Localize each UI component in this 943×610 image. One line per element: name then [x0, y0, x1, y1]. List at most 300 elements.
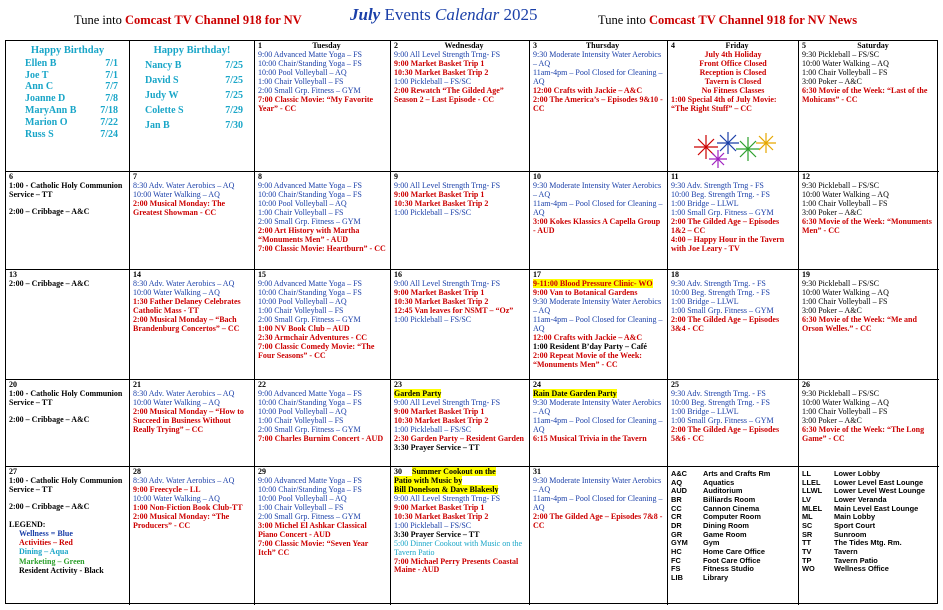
day-cell-10[interactable]: 10 9:30 Moderate Intensity Water Aerobics – AQ 11am-4pm – Pool Closed for Cleaning – AQ 3:00 Kokes Klassics A Capella Group - AUD — [530, 172, 668, 270]
abbreviation-meaning: Auditorium — [703, 486, 743, 496]
event-item: 7:00 Classic Movie: Heartburn” - CC — [258, 243, 386, 253]
event-item: 2:00 Small Grp. Fitness – GYM — [258, 314, 361, 324]
event-item: Summer Cookout on the — [412, 467, 496, 476]
event-item: 11am-4pm – Pool Closed for Cleaning – AQ — [533, 415, 663, 434]
day-cell-13[interactable]: 13 2:00 – Cribbage – A&C — [6, 270, 130, 380]
event-item: Bill Donelson & Dave Blakesly — [394, 484, 499, 494]
event-item: 9:00 All Level Strength Trng- FS — [394, 278, 501, 288]
day-cell-24[interactable]: 24 Rain Date Garden Party 9:30 Moderate Intensity Water Aerobics – AQ 11am-4pm – Pool Closed for Cleaning – AQ 6:15 Musical Trivia in the Tavern — [530, 380, 668, 467]
event-item: 3:00 Poker – A&C — [802, 305, 862, 315]
abbreviation-meaning: Wellness Office — [834, 564, 889, 574]
event-item: 10:00 Water Walking – AQ — [133, 493, 220, 503]
event-list — [533, 477, 664, 531]
event-list — [9, 280, 126, 289]
birthday-date: 7/18 — [100, 104, 118, 116]
abbreviation-code: DR — [671, 520, 682, 530]
event-item: 1:00 Pickleball – FS/SC — [394, 207, 472, 217]
abbreviation-code: HC — [671, 546, 682, 556]
abbreviation-code: A&C — [671, 469, 688, 478]
event-item: 2:30 Armchair Adventures - CC — [258, 332, 368, 342]
abbreviation-meaning: Main Lobby — [834, 512, 876, 522]
birthday-date: 7/1 — [105, 69, 118, 81]
abbreviation-code: SR — [802, 529, 813, 539]
abbreviation-meaning: Arts and Crafts Rm — [703, 469, 771, 478]
birthday-entry — [9, 129, 126, 141]
event-item: 1:00 Chair Volleyball – FS — [258, 502, 344, 512]
day-cell-7[interactable]: 7 8:30 Adv. Water Aerobics – AQ 10:00 Water Walking – AQ 2:00 Musical Monday: The Greatest Showman - CC — [130, 172, 255, 270]
day-cell-27[interactable]: 27 1:00 - Catholic Holy Communion Service – TT 2:00 – Cribbage – A&C LEGEND: Wellness = Blue Activities – Red Dining – Aqua Marketing – Green Resident Activity - Black — [6, 467, 130, 605]
event-item: 2:00 The Gilded Age – Episodes 7&8 - CC — [533, 511, 663, 530]
abbreviation-meaning: Fitness Studio — [703, 564, 754, 574]
abbreviation-entry — [802, 522, 936, 531]
day-cell-18[interactable]: 18 9:30 Adv. Strength Trng. - FS 10:00 Beg. Strength Trng. - FS 1:00 Bridge – LLWL 1:00 Small Grp. Fitness – GYM 2:00 The Gilded Age – Episodes 3&4 - CC — [668, 270, 799, 380]
day-cell-31[interactable]: 31 9:30 Moderate Intensity Water Aerobics – AQ 11am-4pm – Pool Closed for Cleaning – AQ 2:00 The Gilded Age – Episodes 7&8 - CC — [530, 467, 668, 605]
event-list — [9, 477, 126, 512]
event-item: 11am-4pm – Pool Closed for Cleaning – AQ — [533, 67, 663, 86]
event-item: 3:00 Michel El Ashkar Classical Piano Concert - AUD — [258, 520, 367, 539]
abbreviation-entry — [802, 565, 936, 574]
event-list — [133, 477, 251, 531]
event-list — [533, 182, 664, 236]
event-item: 10:00 Beg. Strength Trng. - FS — [671, 287, 770, 297]
birthday-name: Judy W — [145, 89, 179, 101]
abbreviation-code: WO — [802, 564, 815, 574]
day-cell-4[interactable] — [668, 41, 799, 172]
event-item: 9:00 Advanced Matte Yoga – FS — [258, 49, 362, 59]
birthday-date: 7/30 — [225, 119, 243, 131]
event-list — [802, 390, 936, 444]
birthday-entry — [9, 93, 126, 105]
event-list — [258, 477, 387, 558]
event-item: 9:00 Advanced Matte Yoga – FS — [258, 388, 362, 398]
abbreviation-code: ML — [802, 512, 813, 522]
abbreviation-code: LV — [802, 494, 811, 504]
event-item: 1:00 Small Grp. Fitness – GYM — [671, 305, 774, 315]
event-item: 10:30 Market Basket Trip 2 — [394, 415, 489, 425]
abbreviation-meaning: Library — [703, 572, 729, 582]
birthday-list — [9, 58, 126, 141]
birthday-name: Nancy B — [145, 59, 182, 71]
event-item: 2:00 The America’s – Episodes 9&10 - CC — [533, 94, 663, 113]
event-item: 9:30 Moderate Intensity Water Aerobics – AQ — [533, 49, 662, 68]
event-item: 10:00 Water Walking – AQ — [802, 58, 889, 68]
birthday-name: Ann C — [25, 81, 54, 93]
abbreviation-code: AQ — [671, 477, 683, 487]
birthday-cell-2 — [130, 41, 255, 172]
event-item: 10:00 Water Walking – AQ — [133, 287, 220, 297]
abbreviation-meaning: The Tides Mtg. Rm. — [834, 538, 902, 548]
event-list — [9, 390, 126, 425]
event-list — [394, 51, 526, 105]
day-cell-23[interactable]: 23 Garden Party 9:00 All Level Strength Trng- FS 9:00 Market Basket Trip 1 10:30 Market Basket Trip 2 1:00 Pickleball – FS/SC 2:30 Garden Party – Resident Garden 3:30 Prayer Service – TT — [391, 380, 530, 467]
abbreviation-meaning: Computer Room — [703, 512, 761, 522]
event-item: 9:30 Adv. Strength Trng. - FS — [671, 278, 766, 288]
event-list — [533, 280, 664, 370]
birthday-date: 7/25 — [225, 89, 243, 101]
abbreviation-entry — [671, 574, 795, 583]
abbreviation-meaning: Sport Court — [834, 520, 876, 530]
event-item: 9:30 Moderate Intensity Water Aerobics – AQ — [533, 397, 662, 416]
event-item: 11am-4pm – Pool Closed for Cleaning – AQ — [533, 493, 663, 512]
abbreviation-meaning: Gym — [703, 538, 720, 548]
event-item: 9:00 Van to Botanical Gardens — [533, 287, 638, 297]
birthday-name: Ellen B — [25, 57, 57, 69]
event-item: Tavern is Closed — [704, 76, 762, 86]
event-item: 9:30 Pickleball – FS/SC — [802, 49, 880, 59]
day-cell-21[interactable]: 21 8:30 Adv. Water Aerobics – AQ 10:00 Water Walking – AQ 2:00 Musical Monday – “How to Succeed in Business Without Really Trying” – CC — [130, 380, 255, 467]
abbreviation-meaning: Lower Level West Lounge — [834, 486, 926, 496]
abbreviation-meaning: Dining Room — [703, 520, 749, 530]
legend: LEGEND: Wellness = Blue Activities – Red Dining – Aqua Marketing – Green Resident Activity - Black — [9, 519, 104, 575]
event-item: 10:30 Market Basket Trip 2 — [394, 296, 489, 306]
day-cell-8[interactable]: 8 9:00 Advanced Matte Yoga – FS 10:00 Chair/Standing Yoga – FS 10:00 Pool Volleyball – AQ 1:00 Chair Volleyball – FS 2:00 Small Grp. Fitness – GYM 2:00 Art History with Martha “Monuments Men” - AUD 7:00 Classic Movie: Heartburn” - CC — [255, 172, 391, 270]
birthday-entry — [9, 70, 126, 82]
event-item: 10:00 Pool Volleyball – AQ — [258, 67, 347, 77]
event-item: July 4th Holiday — [704, 49, 762, 59]
event-item: 9:30 Pickleball – FS/SC — [802, 388, 880, 398]
day-cell-20[interactable]: 20 1:00 - Catholic Holy Communion Service – TT 2:00 – Cribbage – A&C — [6, 380, 130, 467]
day-header: 1 Tuesday — [258, 41, 341, 50]
event-item: 9:00 Advanced Matte Yoga – FS — [258, 475, 362, 485]
event-item: 2:00 – Cribbage – A&C — [9, 414, 90, 424]
abbreviation-code: FC — [671, 555, 681, 565]
channel-note-left: Tune into Comcast TV Channel 918 for NV — [74, 13, 302, 27]
birthday-name: Joanne D — [25, 93, 66, 105]
birthday-name: Russ S — [25, 128, 54, 140]
event-item: 8:30 Adv. Water Aerobics – AQ — [133, 278, 235, 288]
event-item: Garden Party — [394, 388, 442, 398]
event-item: 2:00 Art History with Martha “Monuments Men” - AUD — [258, 225, 360, 244]
event-list — [258, 182, 387, 254]
event-item: 10:00 Water Walking – AQ — [802, 189, 889, 199]
birthday-date: 7/1 — [105, 57, 118, 69]
event-list — [133, 182, 251, 218]
birthday-date: 7/25 — [225, 59, 243, 71]
birthday-name: Marion O — [25, 116, 68, 128]
event-item: 9:30 Moderate Intensity Water Aerobics – AQ — [533, 296, 662, 315]
event-item: 9:00 Advanced Matte Yoga – FS — [258, 180, 362, 190]
event-item: Front Office Closed — [699, 58, 767, 68]
event-item: 6:30 Movie of the Week: “The Long Game” - CC — [802, 424, 925, 443]
event-item: 10:00 Water Walking – AQ — [802, 287, 889, 297]
channel-note-right: Tune into Comcast TV Channel 918 for NV News — [598, 13, 858, 27]
abbreviation-entry — [671, 565, 795, 574]
event-item: 9:00 All Level Strength Trng- FS — [394, 397, 501, 407]
event-item: 9:00 Freecycle – LL — [133, 484, 201, 494]
birthday-name: Jan B — [145, 119, 170, 131]
event-item: 1:00 Small Grp. Fitness – GYM — [671, 207, 774, 217]
birthday-name: MaryAnn B — [25, 104, 77, 116]
event-item: 2:00 The Gilded Age – Episodes 1&2 – CC — [671, 216, 780, 235]
event-list — [802, 182, 936, 236]
event-item: 6:15 Musical Trivia in the Tavern — [533, 433, 647, 443]
event-item: 2:00 Small Grp. Fitness – GYM — [258, 511, 361, 521]
event-item: 1:00 - Catholic Holy Communion Service – TT — [9, 475, 123, 494]
event-item: 9:00 Market Basket Trip 1 — [394, 287, 485, 297]
event-item: 2:00 Small Grp. Fitness – GYM — [258, 424, 361, 434]
event-list — [394, 467, 526, 575]
birthday-entry — [133, 58, 251, 73]
calendar-title: July Events Calendar 2025 — [350, 5, 538, 24]
event-item: 2:00 The Gilded Age – Episodes 5&6 - CC — [671, 424, 780, 443]
event-item: 1:00 Chair Volleyball – FS — [802, 67, 888, 77]
event-item: 3:00 Poker – A&C — [802, 76, 862, 86]
event-list — [394, 390, 526, 453]
abbreviation-code: CR — [671, 512, 682, 522]
abbreviation-meaning: Aquatics — [703, 477, 735, 487]
calendar-grid — [5, 40, 938, 604]
abbreviation-list — [802, 470, 936, 574]
event-item: 3:00 Poker – A&C — [802, 207, 862, 217]
event-item: 9:00 All Level Strength Trng- FS — [394, 493, 501, 503]
event-item: 10:00 Chair/Standing Yoga – FS — [258, 397, 362, 407]
day-cell-1[interactable] — [255, 41, 391, 172]
event-item: 1:00 Chair Volleyball – FS — [258, 305, 344, 315]
day-cell-28[interactable]: 28 8:30 Adv. Water Aerobics – AQ 9:00 Freecycle – LL 10:00 Water Walking – AQ 1:00 Non-Fiction Book Club-TT 2:00 Musical Monday: “The Producers” - CC — [130, 467, 255, 605]
event-item: 10:00 Pool Volleyball – AQ — [258, 493, 347, 503]
event-item: 2:00 – Cribbage – A&C — [9, 278, 90, 288]
birthday-list — [133, 58, 251, 133]
event-item: 1:00 Pickleball – FS/SC — [394, 76, 472, 86]
abbreviation-meaning: Cannon Cinema — [703, 503, 760, 513]
birthday-entry — [133, 88, 251, 103]
birthday-date: 7/25 — [225, 74, 243, 86]
event-item: 1:30 Father Delaney Celebrates Catholic Mass - TT — [133, 296, 241, 315]
event-list — [133, 390, 251, 435]
day-cell-9[interactable]: 9 9:00 All Level Strength Trng- FS 9:00 Market Basket Trip 1 10:30 Market Basket Trip 2 1:00 Pickleball – FS/SC — [391, 172, 530, 270]
birthday-date: 7/24 — [100, 128, 118, 140]
day-cell-26[interactable]: 26 9:30 Pickleball – FS/SC 10:00 Water Walking – AQ 1:00 Chair Volleyball – FS 3:00 Poker – A&C 6:30 Movie of the Week: “The Long Game” - CC — [799, 380, 939, 467]
abbreviation-meaning: Lower Lobby — [834, 469, 880, 478]
birthday-name: Colette S — [145, 104, 184, 116]
event-list — [671, 182, 795, 254]
day-header: 3 Thursday — [533, 41, 620, 50]
event-item: Rain Date Garden Party — [533, 388, 617, 398]
event-item: 3:30 Prayer Service – TT — [394, 442, 480, 452]
event-item: 9:00 All Level Strength Trng- FS — [394, 49, 501, 59]
event-item: 7:00 Classic Movie: “Seven Year Itch” CC — [258, 538, 369, 557]
event-item: 10:00 Water Walking – AQ — [133, 189, 220, 199]
abbreviation-code: MLEL — [802, 503, 823, 513]
event-item: 2:00 Musical Monday – “Bach Brandenburg Concertos” – CC — [133, 314, 240, 333]
abbreviation-code: TP — [802, 555, 812, 565]
event-item: 10:00 Pool Volleyball – AQ — [258, 406, 347, 416]
event-item: 1:00 Pickleball – FS/SC — [394, 424, 472, 434]
event-item: 12:00 Crafts with Jackie – A&C — [533, 332, 643, 342]
event-item: Patio with Music by — [394, 475, 463, 485]
event-item: 1:00 Chair Volleyball – FS — [802, 296, 888, 306]
event-item: 7:00 Classic Comedy Movie: “The Four Seasons” - CC — [258, 341, 375, 360]
event-list — [394, 280, 526, 325]
event-item: 2:00 – Cribbage – A&C — [9, 206, 90, 216]
abbreviation-code: GYM — [671, 538, 688, 548]
event-item: 12:45 Van leaves for NSMT – “Oz” — [394, 305, 514, 315]
event-item: 10:30 Market Basket Trip 2 — [394, 67, 489, 77]
birthday-entry — [9, 81, 126, 93]
event-item: 3:00 Poker – A&C — [802, 415, 862, 425]
event-item: 9:00 Market Basket Trip 1 — [394, 58, 485, 68]
event-item: 9:30 Moderate Intensity Water Aerobics – AQ — [533, 475, 662, 494]
birthday-date: 7/22 — [100, 116, 118, 128]
event-item: 9:30 Moderate Intensity Water Aerobics – AQ — [533, 180, 662, 199]
event-list — [533, 390, 664, 444]
event-item: 10:30 Market Basket Trip 2 — [394, 198, 489, 208]
day-cell-19[interactable]: 19 9:30 Pickleball – FS/SC 10:00 Water Walking – AQ 1:00 Chair Volleyball – FS 3:00 Poker – A&C 6:30 Movie of the Week: “Me and Orson Welles.” - CC — [799, 270, 939, 380]
event-item: 1:00 Non-Fiction Book Club-TT — [133, 502, 243, 512]
day-cell-11[interactable]: 11 9:30 Adv. Strength Trng - FS 10:00 Beg. Strength Trng. - FS 1:00 Bridge – LLWL 1:00 Small Grp. Fitness – GYM 2:00 The Gilded Age – Episodes 1&2 – CC 4:00 – Happy Hour in the Tavern with Joe Leary - TV — [668, 172, 799, 270]
event-list — [802, 280, 936, 334]
abbreviation-code: CC — [671, 503, 682, 513]
event-item: 2:30 Garden Party – Resident Garden — [394, 433, 524, 443]
abbreviation-code: BR — [671, 494, 682, 504]
event-item: 2:00 Repeat Movie of the Week: “Monuments Men” - CC — [533, 350, 642, 369]
day-cell-15[interactable]: 15 9:00 Advanced Matte Yoga – FS 10:00 Chair/Standing Yoga – FS 10:00 Pool Volleyball – AQ 1:00 Chair Volleyball – FS 2:00 Small Grp. Fitness – GYM 1:00 NV Book Club – AUD 2:30 Armchair Adventures - CC 7:00 Classic Comedy Movie: “The Four Seasons” - CC — [255, 270, 391, 380]
event-item: 2:00 Rewatch “The Gilded Age” Season 2 – Last Episode - CC — [394, 85, 504, 104]
day-cell-30[interactable]: 30 Summer Cookout on the Patio with Music by Bill Donelson & Dave Blakesly 9:00 All Level Strength Trng- FS 9:00 Market Basket Trip 1 10:30 Market Basket Trip 2 1:00 Pickleball – FS/SC 3:30 Prayer Service – TT 5:00 Dinner Cookout with Music on the Tavern Patio 7:00 Michael Perry Presents Coastal Maine - AUD — [391, 467, 530, 605]
calendar-header — [0, 0, 943, 38]
event-item: 1:00 Chair Volleyball – FS — [258, 207, 344, 217]
abbreviation-code: FS — [671, 564, 681, 574]
event-item: 6:30 Movie of the Week: “Last of the Mohicans” - CC — [802, 85, 928, 104]
event-item: 10:00 Beg. Strength Trng. - FS — [671, 397, 770, 407]
birthday-date: 7/8 — [105, 93, 118, 105]
event-item: 10:00 Water Walking – AQ — [133, 397, 220, 407]
event-item: 2:00 Small Grp. Fitness – GYM — [258, 85, 361, 95]
event-item: 10:00 Pool Volleyball – AQ — [258, 296, 347, 306]
event-item: 1:00 Pickleball – FS/SC — [394, 314, 472, 324]
day-cell-29[interactable]: 29 9:00 Advanced Matte Yoga – FS 10:00 Chair/Standing Yoga – FS 10:00 Pool Volleyball – AQ 1:00 Chair Volleyball – FS 2:00 Small Grp. Fitness – GYM 3:00 Michel El Ashkar Classical Piano Concert - AUD 7:00 Classic Movie: “Seven Year Itch” CC — [255, 467, 391, 605]
event-item: 10:00 Water Walking – AQ — [802, 397, 889, 407]
abbreviation-meaning: Main Level East Lounge — [834, 503, 919, 513]
abbreviation-code: LL — [802, 469, 812, 478]
event-item: 10:00 Chair/Standing Yoga – FS — [258, 287, 362, 297]
birthday-date: 7/29 — [225, 104, 243, 116]
event-item: 1:00 Chair Volleyball – FS — [802, 198, 888, 208]
event-item: 5:00 Dinner Cookout with Music on the Tavern Patio — [394, 538, 522, 557]
birthday-cell-1 — [6, 41, 130, 172]
event-item: 2:00 Musical Monday: “The Producers” - CC — [133, 511, 230, 530]
event-item: 9:30 Adv. Strength Trng - FS — [671, 180, 764, 190]
event-list — [258, 51, 387, 114]
birthday-entry — [9, 105, 126, 117]
event-item: 9:30 Pickleball – FS/SC — [802, 180, 880, 190]
event-item: 3:30 Prayer Service – TT — [394, 529, 480, 539]
event-list — [671, 51, 795, 114]
birthday-entry — [9, 117, 126, 129]
event-item: 1:00 Pickleball – FS/SC — [394, 520, 472, 530]
day-header: 2 Wednesday — [394, 41, 484, 50]
birthday-title: Happy Birthday — [30, 45, 105, 56]
day-cell-16[interactable]: 16 9:00 All Level Strength Trng- FS 9:00 Market Basket Trip 1 10:30 Market Basket Trip 2 12:45 Van leaves for NSMT – “Oz” 1:00 Pickleball – FS/SC — [391, 270, 530, 380]
event-item: 2:00 Musical Monday: The Greatest Showman - CC — [133, 198, 226, 217]
event-item: 10:00 Pool Volleyball – AQ — [258, 198, 347, 208]
event-item: 6:30 Movie of the Week: “Monuments Men” - CC — [802, 216, 932, 235]
day-header: 4 Friday — [671, 41, 749, 50]
abbreviation-entry — [802, 539, 936, 548]
event-item: 1:00 Resident B’day Party – Café — [533, 341, 647, 351]
event-item: 12:00 Crafts with Jackie – A&C — [533, 85, 643, 95]
day-cell-12[interactable]: 12 9:30 Pickleball – FS/SC 10:00 Water Walking – AQ 1:00 Chair Volleyball – FS 3:00 Poker – A&C 6:30 Movie of the Week: “Monuments Men” - CC — [799, 172, 939, 270]
birthday-entry — [133, 103, 251, 118]
day-header: 5 Saturday — [802, 41, 889, 50]
abbreviation-code: AUD — [671, 486, 688, 496]
event-item: 6:30 Movie of the Week: “Me and Orson Welles.” - CC — [802, 314, 917, 333]
birthday-name: David S — [145, 74, 179, 86]
event-item: 8:30 Adv. Water Aerobics – AQ — [133, 475, 235, 485]
day-cell-5[interactable] — [799, 41, 939, 172]
event-item: 2:00 Small Grp. Fitness – GYM — [258, 216, 361, 226]
day-cell-17[interactable]: 17 9-11:00 Blood Pressure Clinic- WO 9:00 Van to Botanical Gardens 9:30 Moderate Intensity Water Aerobics – AQ 11am-4pm – Pool Closed for Cleaning – AQ 12:00 Crafts with Jackie – A&C 1:00 Resident B’day Party – Café 2:00 Repeat Movie of the Week: “Monuments Men” - CC — [530, 270, 668, 380]
event-item: 1:00 Bridge – LLWL — [671, 198, 739, 208]
event-item: 1:00 Chair Volleyball – FS — [258, 76, 344, 86]
event-list — [258, 280, 387, 361]
abbreviation-meaning: Home Care Office — [703, 546, 766, 556]
event-list — [671, 280, 795, 334]
event-item: 8:30 Adv. Water Aerobics – AQ — [133, 180, 235, 190]
abbreviation-meaning: Tavern Patio — [834, 555, 878, 565]
day-cell-22[interactable]: 22 9:00 Advanced Matte Yoga – FS 10:00 Chair/Standing Yoga – FS 10:00 Pool Volleyball – AQ 1:00 Chair Volleyball – FS 2:00 Small Grp. Fitness – GYM 7:00 Charles Burnim Concert - AUD — [255, 380, 391, 467]
birthday-entry — [9, 58, 126, 70]
event-item: 11am-4pm – Pool Closed for Cleaning – AQ — [533, 314, 663, 333]
abbreviation-entry — [671, 531, 795, 540]
day-cell-6[interactable]: 6 1:00 - Catholic Holy Communion Service – TT 2:00 – Cribbage – A&C — [6, 172, 130, 270]
event-item: 7:00 Charles Burnim Concert - AUD — [258, 433, 384, 443]
event-item: 9:30 Adv. Strength Trng. - FS — [671, 388, 766, 398]
event-item: 2:00 The Gilded Age – Episodes 3&4 - CC — [671, 314, 780, 333]
event-list — [533, 51, 664, 114]
day-cell-2[interactable] — [391, 41, 530, 172]
abbreviation-meaning: Foot Care Office — [703, 555, 761, 565]
event-list — [258, 390, 387, 444]
abbreviation-code: TT — [802, 538, 812, 548]
event-item: 4:00 – Happy Hour in the Tavern with Joe Leary - TV — [671, 234, 785, 253]
abbreviation-meaning: Lower Level East Lounge — [834, 477, 924, 487]
abbreviation-code: TV — [802, 546, 812, 556]
abbreviation-meaning: Lower Veranda — [834, 494, 887, 504]
birthday-name: Joe T — [25, 69, 49, 81]
event-list — [394, 182, 526, 218]
event-item: 1:00 Chair Volleyball – FS — [802, 406, 888, 416]
event-item: 1:00 Chair Volleyball – FS — [258, 415, 344, 425]
day-cell-25[interactable]: 25 9:30 Adv. Strength Trng. - FS 10:00 Beg. Strength Trng. - FS 1:00 Bridge – LLWL 1:00 Small Grp. Fitness – GYM 2:00 The Gilded Age – Episodes 5&6 - CC — [668, 380, 799, 467]
day-cell-3[interactable] — [530, 41, 668, 172]
abbreviation-key-2 — [799, 467, 939, 605]
event-item: 7:00 Michael Perry Presents Coastal Maine - AUD — [394, 556, 519, 575]
event-item: 1:00 Bridge – LLWL — [671, 296, 739, 306]
day-cell-14[interactable]: 14 8:30 Adv. Water Aerobics – AQ 10:00 Water Walking – AQ 1:30 Father Delaney Celebrates Catholic Mass - TT 2:00 Musical Monday – “Bach Brandenburg Concertos” – CC — [130, 270, 255, 380]
event-item: 2:00 Musical Monday – “How to Succeed in Business Without Really Trying” – CC — [133, 406, 244, 434]
event-list — [802, 51, 936, 105]
event-item: No Fitness Classes — [701, 85, 765, 95]
fireworks-icon — [688, 129, 778, 171]
event-item: 3:00 Kokes Klassics A Capella Group - AUD — [533, 216, 661, 235]
event-item: 2:00 – Cribbage – A&C — [9, 501, 90, 511]
event-item: 9:00 Market Basket Trip 1 — [394, 406, 485, 416]
abbreviation-meaning: Billiards Room — [703, 494, 756, 504]
event-item: 10:30 Market Basket Trip 2 — [394, 511, 489, 521]
event-item: 11am-4pm – Pool Closed for Cleaning – AQ — [533, 198, 663, 217]
abbreviation-meaning: Tavern — [834, 546, 858, 556]
abbreviation-code: LIB — [671, 572, 683, 582]
event-list — [671, 390, 795, 444]
abbreviation-meaning: Game Room — [703, 529, 747, 539]
event-list — [133, 280, 251, 334]
event-item: 9:00 Market Basket Trip 1 — [394, 502, 485, 512]
event-item: 9:00 Market Basket Trip 1 — [394, 189, 485, 199]
event-item: 1:00 Small Grp. Fitness – GYM — [671, 415, 774, 425]
event-item: 1:00 Special 4th of July Movie: “The Right Stuff” – CC — [671, 94, 777, 113]
event-item: 1:00 NV Book Club – AUD — [258, 323, 350, 333]
